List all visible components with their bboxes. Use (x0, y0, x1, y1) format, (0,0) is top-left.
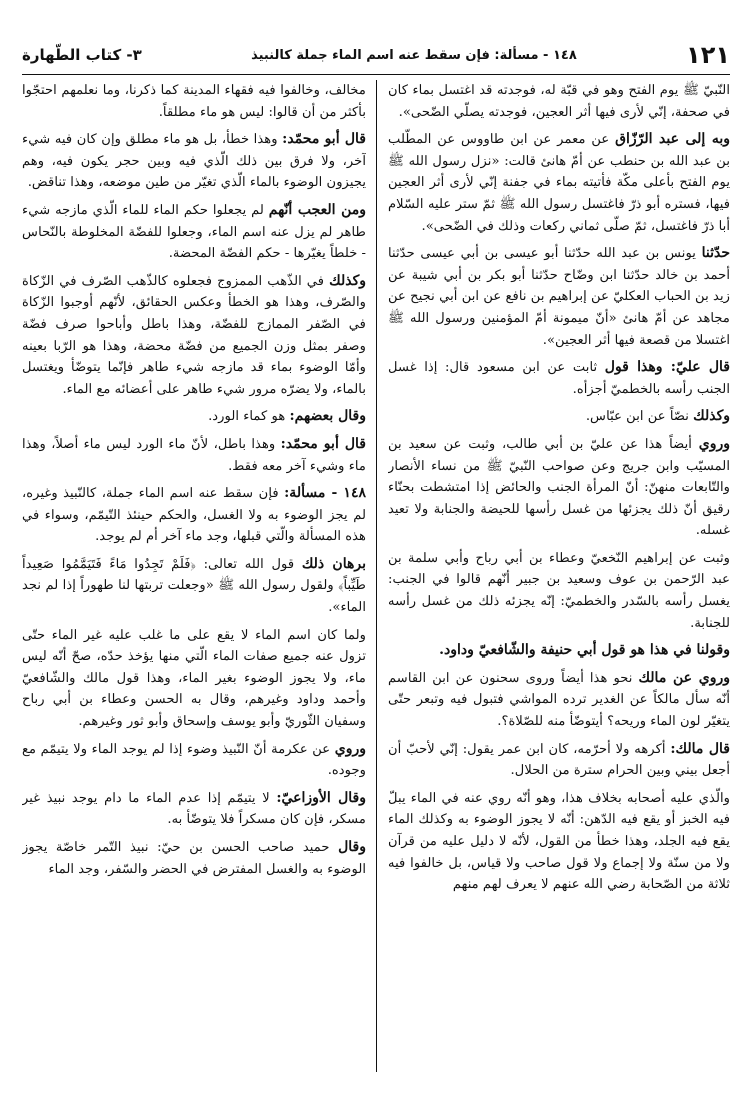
paragraph-lead: وكذلك (329, 272, 366, 289)
paragraph-text: لم يجعلوا حكم الماء للماء الّذي مازجه شيء طاهر لم يزل عنه اسم الماء، وجعلوا للفضّة المخلوطة بالنّحاس - خلطاً يغيّرها - حكم الفضّة المحضة. (22, 202, 366, 262)
paragraph-text: أكرهه ولا أحرّمه، كان ابن عمر يقول: إنّي لأحبّ أن أجعل بيني وبين الحرام سترة من الحلال. (388, 741, 730, 779)
paragraph (22, 129, 366, 194)
paragraph-text: هو كماء الورد. (208, 409, 286, 425)
paragraph-lead: ١٤٨ - مسألة: (284, 485, 366, 502)
paragraph-lead: قال أبو محمّد: (282, 131, 366, 148)
paragraph-lead: وروي عن مالك (638, 669, 730, 686)
page-header (22, 40, 730, 70)
paragraph-text: وهذا خطأ، بل هو ماء مطلق وإن كان فيه شيء آخر، ولا فرق بين ذلك الّذي فيه وبين حجر يكون فيه، وهم يجيزون الوضوء بالماء الّذي تغيّر من طين موضعه، وهذا تناقض. (22, 132, 366, 191)
header-rule (22, 74, 730, 75)
paragraph-lead: وبه إلى عبد الرّزّاق (615, 131, 730, 148)
paragraph (22, 406, 366, 428)
paragraph (388, 640, 730, 662)
paragraph-lead: وكذلك (693, 408, 730, 425)
book-title: ٣- كتاب الطّهارة (22, 46, 142, 64)
paragraph-text: وثبت عن إبراهيم النّخعيّ وعطاء بن أبي رباح وأبي سلمة بن عبد الرّحمن بن عوف وسعيد بن جبير أنّهم قالوا في الجنب: يغسل رأسه بالسّدر والخطميّ: إنّه يجزئه ذلك من غسل رأسه للجنابة. (388, 550, 730, 631)
paragraph-lead: ومن العجب أنّهم (268, 201, 366, 218)
paragraph-lead: وروي (334, 740, 366, 757)
paragraph (388, 788, 730, 896)
paragraph (388, 668, 730, 733)
paragraph-lead: حدّثنا (701, 245, 730, 262)
paragraph-text: عن معمر عن ابن طاووس عن المطّلب بن عبد الله بن حنطب عن أمّ هانئ قالت: «نزل رسول الله ﷺ يوم الفتح بأعلى مكّة فأتيته بماء في جفنة إنّي لأرى أثر العجين فيها، فستره أبو ذرّ فاغتسل رسول الله ﷺ ثمّ ستر عليه السّلام أبا ذرّ فاغتسل، ثمّ صلّى ثماني ركعات وذلك في الضّحى». (388, 132, 730, 234)
left-column (22, 80, 366, 1080)
paragraph-text: أيضاً هذا عن عليّ بن أبي طالب، وثبت عن سعيد بن المسيّب وابن جريج وعن صواحب النّبيّ ﷺ من نساء الأنصار والتّابعات منهنّ: أنّ المرأة الجنب والحائض إذا امتشطت بحنّاء رقيق أنّ ذلك يجزئها من غسل رأسها للحيضة والجنابة ولا تعيد غسله. (388, 436, 730, 539)
paragraph-text: لا يتيمّم إذا عدم الماء ما دام يوجد نبيذ غير مسكر، فإن كان مسكراً فلا يتوضّأ به. (22, 790, 366, 828)
paragraph (388, 406, 730, 428)
paragraph (22, 200, 366, 265)
paragraph-lead: وقولنا في هذا هو قول أبي حنيفة والشّافعيّ وداود. (439, 642, 730, 659)
right-column (388, 80, 730, 1080)
paragraph (22, 788, 366, 831)
paragraph (22, 434, 366, 477)
paragraph-text: والّذي عليه أصحابه بخلاف هذا، وهو أنّه روي عنه في الماء يبلّ فيه الخبز أو يقع فيه الدّهن: أنّه لا يجوز الوضوء به وكذلك الماء يقع فيه الجلد، وهذا خطأ من القول، لأنّه لا دليل عليه من قرآن ولا من سنّة ولا إجماع ولا قول صاحب ولا قياس، بل خالفوا فيه ثلاثة من الصّحابة رضي الله عنهم لا يعرف لهم منهم (388, 790, 730, 893)
paragraph-lead: وروي (698, 435, 730, 452)
paragraph-text: يونس بن عبد الله حدّثنا أبو عيسى بن أبي عيسى حدّثنا أحمد بن خالد حدّثنا ابن وضّاح حدّثنا أبو بكر بن أبي شيبة عن زيد بن الحباب العكليّ عن إبراهيم بن نافع عن ابن أبي نجيح عن مجاهد عن أمّ هانئ «أنّ ميمونة أمّ المؤمنين ورسول الله ﷺ اغتسلا من قصعة فيها أثر العجين». (388, 246, 730, 348)
paragraph (388, 80, 730, 123)
paragraph (22, 625, 366, 733)
paragraph-lead: وقال الأوزاعيّ: (276, 789, 366, 806)
paragraph (388, 357, 730, 400)
page-number: ١٢١ (686, 41, 730, 69)
paragraph-text: نصّاً عن ابن عبّاس. (585, 409, 689, 425)
paragraph (22, 483, 366, 548)
paragraph-lead: وقال (338, 839, 366, 855)
section-title: ١٤٨ - مسألة: فإن سقط عنه اسم الماء جملة كالنبيذ (251, 47, 577, 63)
paragraph (22, 271, 366, 401)
paragraph-text: حميد صاحب الحسن بن حيّ: نبيذ التّمر خاصّة يجوز الوضوء به والغسل المفترض في الحضر والسّفر، وجد الماء (22, 840, 366, 877)
paragraph-text: النّبيّ ﷺ يوم الفتح وهو في قبّة له، فوجدته قد اغتسل بماء كان في صحفة، إنّي لأرى فيها أثر العجين، فوجدته يصلّي الضّحى». (388, 83, 730, 120)
paragraph-text: فإن سقط عنه اسم الماء جملة، كالنّبيذ وغيره، لم يجز الوضوء به ولا الغسل، والحكم حينئذ التّيمّم، وسواء في هذه المسألة والّتي قبلها، وجد ماء آخر أم لم يوجد. (22, 486, 366, 545)
paragraph (388, 129, 730, 237)
paragraph-text: وهذا باطل، لأنّ ماء الورد ليس ماء أصلاً، وهذا ماء وشيء آخر معه فقط. (22, 436, 366, 474)
paragraph-lead: برهان ذلك (301, 555, 366, 572)
paragraph (388, 548, 730, 634)
paragraph-text: ولما كان اسم الماء لا يقع على ما غلب عليه غير الماء حتّى تزول عنه جميع صفات الماء الّتي منها يؤخذ حدّه، صحّ أنّه ليس ماء، ولا يجوز الوضوء بغير الماء، وهذا قول مالك والشّافعيّ وأحمد وداود وغيرهم، وقال به الحسن وعطاء بن أبي رباح وسفيان الثّوريّ وأبو يوسف وإسحاق وأبو ثور وغيرهم. (22, 627, 366, 730)
paragraph-text: ثابت عن ابن مسعود قال: إذا غسل الجنب رأسه بالخطميّ أجزأه. (388, 360, 730, 397)
paragraph-lead: وقال بعضهم: (289, 408, 366, 425)
paragraph-lead: قال عليّ: وهذا قول (604, 359, 730, 376)
paragraph (22, 554, 366, 619)
paragraph (388, 243, 730, 351)
paragraph-text: نحو هذا أيضاً وروى سحنون عن ابن القاسم أنّه سأل مالكاً عن الغدير ترده المواشي فتبول فيه وتبعر حتّى يتغيّر لون الماء وريحه؟ أيتوضّأ منه للصّلاة؟. (388, 670, 730, 730)
paragraph-text: في الذّهب الممزوج فجعلوه كالذّهب الصّرف في الزّكاة والصّرف، وهذا هو الخطأ وعكس الحقائق، لأنّهم أوجبوا الزّكاة في الصّفر الممازج للفضّة، وهذا باطل وأباحوا صرف فضّة وصفر بمثل وزن الجميع من فضّة محضة، وهذا هو الرّبا بعينه وأمّا الوضوء بماء قد مازجه شيء طاهر فإنّما يتوضّأ ويغتسل بالماء، ولا يضرّه مرور شيء طاهر على أعضائه مع الماء. (22, 273, 366, 397)
paragraph (388, 434, 730, 542)
paragraph (22, 837, 366, 880)
paragraph-lead: قال مالك: (670, 740, 730, 757)
paragraph-text: مخالف، وخالفوا فيه فقهاء المدينة كما ذكرنا، وما نعلمهم احتجّوا بأكثر من أن قالوا: ليس هو ماء مطلقاً. (22, 83, 366, 120)
paragraph-text: قول الله تعالى: ﴿فَلَمْ تَجِدُوا مَاءً فَتَيَمَّمُوا صَعِيداً طَيِّباً﴾ ولقول رسول الله ﷺ «وجعلت تربتها لنا طهوراً إذا لم نجد الماء». (22, 556, 366, 616)
paragraph (388, 739, 730, 782)
paragraph-lead: قال أبو محمّد: (280, 435, 366, 452)
column-divider (376, 80, 377, 1072)
paragraph (22, 739, 366, 782)
paragraph-text: عن عكرمة أنّ النّبيذ وضوء إذا لم يوجد الماء ولا يتيمّم مع وجوده. (22, 741, 366, 779)
paragraph (22, 80, 366, 123)
